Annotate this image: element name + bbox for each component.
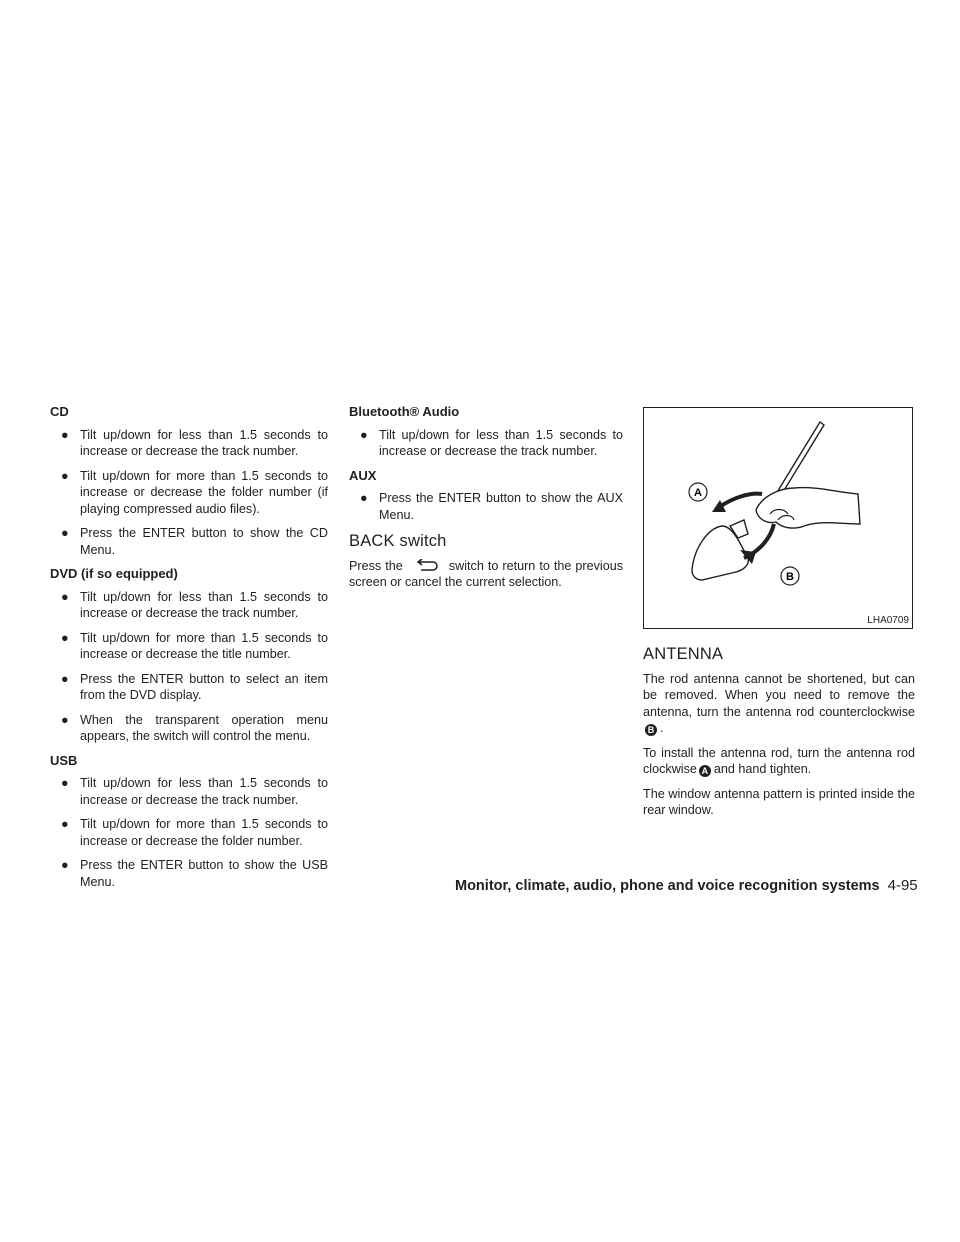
antenna-remove-text: The rod antenna cannot be shortened, but can be removed. When you need to remove the antenna, turn the antenna rod counterclockwiseB .: [643, 671, 915, 735]
marker-b: B: [645, 724, 657, 736]
usb-list: [50, 775, 328, 890]
cd-heading: CD: [50, 404, 69, 419]
dvd-list: [50, 589, 328, 745]
list-item: ● Tilt up/down for more than 1.5 seconds to increase or decrease the folder number (if playing compressed audio files).: [61, 468, 328, 516]
page-number: 4-95: [887, 877, 918, 894]
list-item: ● Tilt up/down for more than 1.5 seconds to increase or decrease the folder number.: [61, 817, 328, 848]
list-item: ● Tilt up/down for less than 1.5 seconds to increase or decrease the track number.: [61, 776, 328, 807]
antenna-drawing: [644, 408, 912, 628]
dvd-heading: DVD (if so equipped): [50, 566, 178, 581]
label-b: B: [786, 571, 794, 583]
middle-column: [349, 404, 623, 599]
list-item: ● Tilt up/down for more than 1.5 seconds to increase or decrease the title number.: [61, 630, 328, 661]
list-item: ● Press the ENTER button to show the AUX Menu.: [360, 491, 623, 522]
list-item: ● Tilt up/down for less than 1.5 seconds to increase or decrease the track number.: [61, 589, 328, 620]
list-item: ● Tilt up/down for less than 1.5 seconds to increase or decrease the track number.: [61, 427, 328, 458]
page-footer: [455, 877, 918, 894]
aux-list: [349, 490, 623, 523]
list-item: ● Tilt up/down for less than 1.5 seconds to increase or decrease the track number.: [360, 427, 623, 458]
back-switch-text: Press the switch to return to the previous screen or cancel the current selection.: [349, 558, 624, 589]
antenna-install-text: To install the antenna rod, turn the antenna rod clockwise A and hand tighten.: [643, 745, 915, 776]
list-item: ● Press the ENTER button to show the CD Menu.: [61, 526, 328, 557]
back-switch-heading: BACK switch: [349, 532, 447, 550]
bluetooth-list: [349, 427, 623, 460]
label-a: A: [694, 487, 702, 499]
cd-list: [50, 427, 328, 559]
list-item: ● When the transparent operation menu appears, the switch will control the menu.: [61, 712, 328, 743]
usb-heading: USB: [50, 752, 78, 768]
bluetooth-audio-heading: Bluetooth® Audio: [349, 404, 460, 419]
aux-heading: AUX: [349, 467, 377, 483]
left-column: [50, 404, 328, 898]
antenna-illustration: [643, 407, 913, 629]
list-item: ● Press the ENTER button to select an item from the DVD display.: [61, 671, 328, 702]
section-title: Monitor, climate, audio, phone and voice recognition systems: [455, 878, 880, 894]
window-antenna-text: The window antenna pattern is printed inside the rear window.: [643, 786, 915, 817]
right-column: [643, 636, 915, 827]
marker-a: A: [699, 765, 711, 777]
figure-id: LHA0709: [867, 615, 909, 626]
list-item: ● Press the ENTER button to show the USB Menu.: [61, 858, 328, 889]
return-arrow-icon: [407, 559, 445, 573]
antenna-heading: ANTENNA: [643, 645, 724, 663]
